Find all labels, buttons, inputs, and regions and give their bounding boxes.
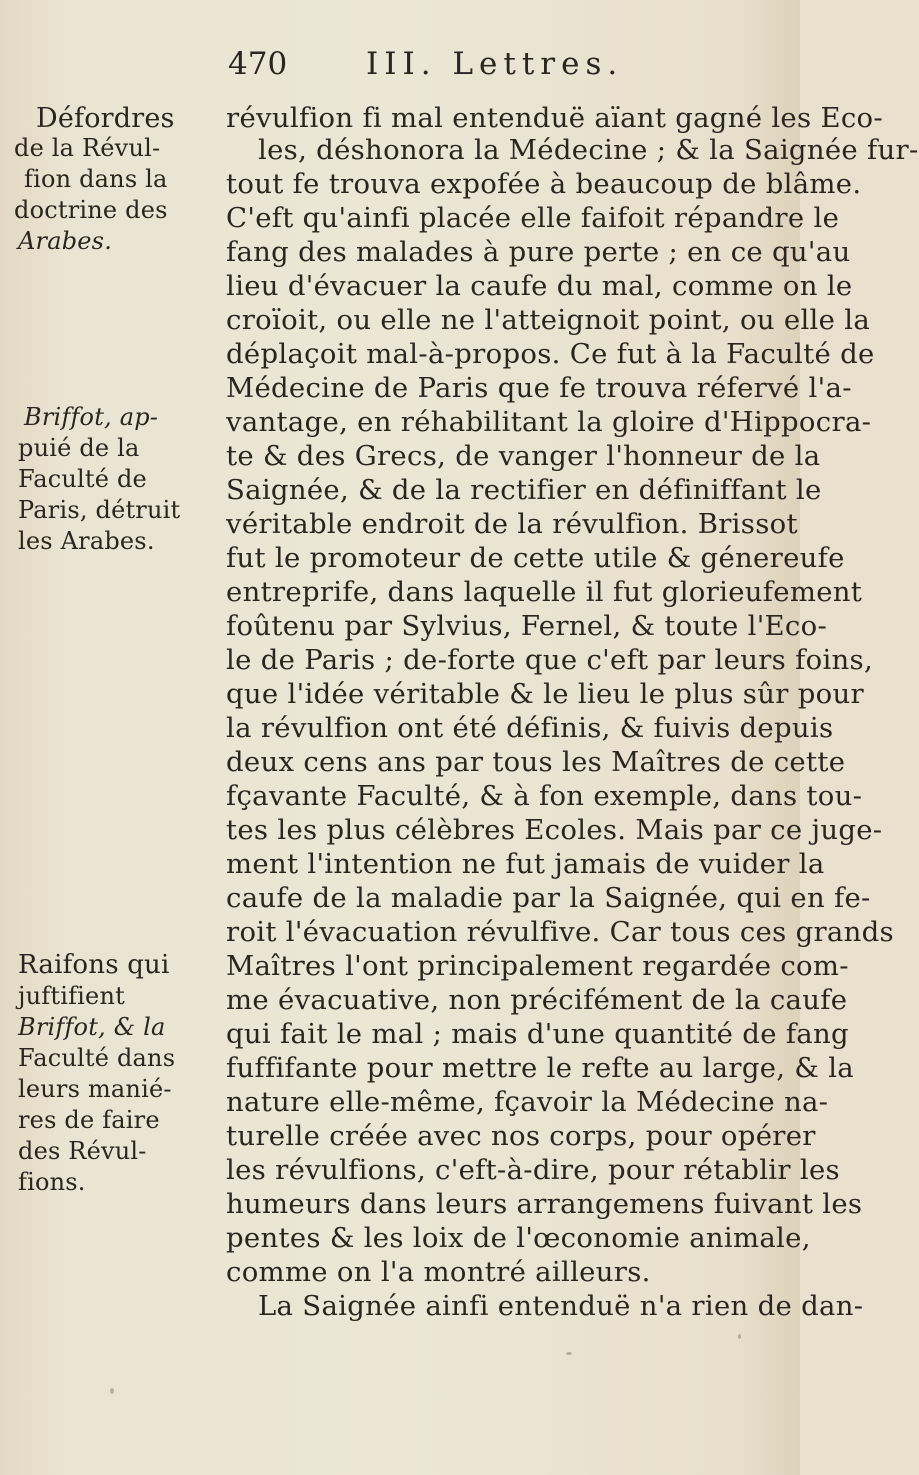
margin-note-line: Raifons qui bbox=[18, 950, 170, 980]
margin-note-line: Briffot, & la bbox=[18, 1013, 166, 1041]
body-line: les, déshonora la Médecine ; & la Saignée fur- bbox=[258, 134, 919, 166]
body-line: les révulfions, c'eft-à-dire, pour rétablir les bbox=[226, 1154, 840, 1186]
margin-note-line: les Arabes. bbox=[18, 527, 155, 555]
body-line: fang des malades à pure perte ; en ce qu'au bbox=[226, 236, 851, 268]
body-line: que l'idée véritable & le lieu le plus sûr pour bbox=[226, 678, 864, 710]
body-line: qui fait le mal ; mais d'une quantité de fang bbox=[226, 1018, 849, 1050]
body-line: tes les plus célèbres Ecoles. Mais par ce juge- bbox=[226, 814, 883, 846]
body-line: Saignée, & de la rectifier en définiffant le bbox=[226, 474, 822, 506]
body-line: foûtenu par Sylvius, Fernel, & toute l'Eco- bbox=[226, 610, 828, 642]
body-line: te & des Grecs, de vanger l'honneur de la bbox=[226, 440, 821, 472]
body-line: révulfion fi mal entenduë aïant gagné les Eco- bbox=[226, 102, 883, 134]
body-line: Médecine de Paris que fe trouva réfervé l'a- bbox=[226, 372, 852, 404]
body-line: entreprife, dans laquelle il fut glorieufement bbox=[226, 576, 863, 608]
body-line: turelle créée avec nos corps, pour opérer bbox=[226, 1120, 816, 1152]
body-line: la révulfion ont été définis, & fuivis depuis bbox=[226, 712, 834, 744]
body-line: roit l'évacuation révulfive. Car tous ces grands bbox=[226, 916, 894, 948]
margin-note-line: Défordres bbox=[36, 103, 175, 134]
body-line: me évacuative, non précifément de la caufe bbox=[226, 984, 848, 1016]
margin-note-line: de la Révul- bbox=[14, 134, 161, 162]
margin-note-line: Faculté dans bbox=[18, 1044, 176, 1072]
paper-speck bbox=[566, 1352, 572, 1355]
body-line: pentes & les loix de l'œconomie animale, bbox=[226, 1222, 811, 1254]
running-title: III. Lettres. bbox=[366, 46, 624, 82]
margin-note-line: res de faire bbox=[18, 1106, 160, 1134]
margin-note-line: Faculté de bbox=[18, 465, 147, 493]
margin-note-line: des Révul- bbox=[18, 1137, 147, 1165]
body-line: lieu d'évacuer la caufe du mal, comme on le bbox=[226, 270, 853, 302]
body-line: le de Paris ; de-forte que c'eft par leurs foins, bbox=[226, 644, 874, 676]
margin-note-line: doctrine des bbox=[14, 196, 168, 224]
body-line: deux cens ans par tous les Maîtres de cette bbox=[226, 746, 846, 778]
body-line: fuffifante pour mettre le refte au large, & la bbox=[226, 1052, 854, 1084]
margin-note-line: fions. bbox=[18, 1168, 86, 1196]
margin-note-line: leurs manié- bbox=[18, 1075, 172, 1103]
body-line: fçavante Faculté, & à fon exemple, dans tou- bbox=[226, 780, 863, 812]
body-line: La Saignée ainfi entenduë n'a rien de dan- bbox=[258, 1290, 864, 1322]
page-number: 470 bbox=[228, 46, 288, 82]
margin-note-line: juftifient bbox=[18, 982, 125, 1010]
body-line: C'eft qu'ainfi placée elle faifoit répandre le bbox=[226, 202, 840, 234]
body-line: déplaçoit mal-à-propos. Ce fut à la Faculté de bbox=[226, 338, 875, 370]
body-line: humeurs dans leurs arrangemens fuivant les bbox=[226, 1188, 863, 1220]
body-line: tout fe trouva expofée à beaucoup de blâme. bbox=[226, 168, 862, 200]
margin-note-line: puié de la bbox=[18, 434, 140, 462]
body-line: comme on l'a montré ailleurs. bbox=[226, 1256, 651, 1288]
body-line: véritable endroit de la révulfion. Brissot bbox=[226, 508, 798, 540]
body-line: ment l'intention ne fut jamais de vuider la bbox=[226, 848, 825, 880]
body-line: Maîtres l'ont principalement regardée com- bbox=[226, 950, 849, 982]
body-line: croïoit, ou elle ne l'atteignoit point, ou elle la bbox=[226, 304, 871, 336]
margin-note-line: fion dans la bbox=[24, 165, 168, 193]
body-line: caufe de la maladie par la Saignée, qui en fe- bbox=[226, 882, 871, 914]
margin-note-line: Paris, détruit bbox=[18, 496, 181, 524]
body-line: vantage, en réhabilitant la gloire d'Hippocra- bbox=[226, 406, 872, 438]
margin-note-line: Briffot, ap- bbox=[24, 403, 159, 431]
margin-note-line: Arabes. bbox=[18, 227, 113, 255]
paper-speck bbox=[110, 1388, 114, 1394]
paper-speck bbox=[738, 1334, 741, 1339]
body-line: nature elle-même, fçavoir la Médecine na- bbox=[226, 1086, 829, 1118]
body-line: fut le promoteur de cette utile & génereufe bbox=[226, 542, 845, 574]
